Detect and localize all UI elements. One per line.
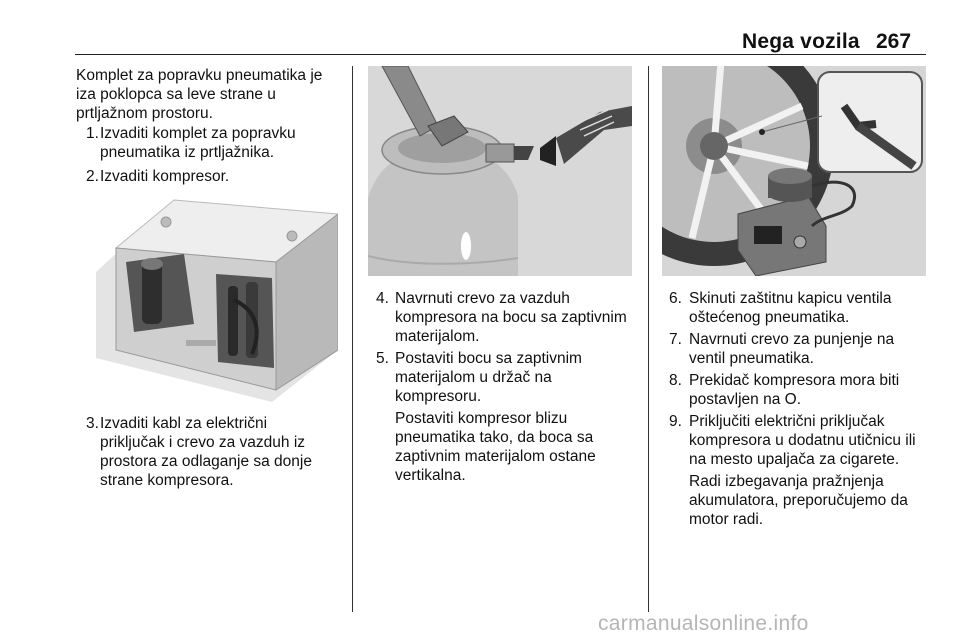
step-9-note — [689, 472, 931, 529]
hose-bottle-figure — [368, 66, 632, 276]
tyre-valve-figure — [662, 66, 926, 276]
step-line: Skinuti zaštitnu kapicu ventila — [689, 290, 892, 307]
step-line: Navrnuti crevo za vazduh — [395, 290, 570, 307]
step-number: 7. — [669, 331, 682, 348]
step-number: 2. — [86, 168, 99, 185]
step-line: priključak i crevo za vazduh iz — [100, 434, 306, 451]
section-title: Nega vozila — [742, 30, 860, 53]
step-line: pneumatika iz prtljažnika. — [100, 144, 275, 161]
step-line: na mesto upaljača za cigarete. — [689, 451, 900, 468]
note-line: Radi izbegavanja pražnjenja — [689, 473, 884, 490]
step-number: 8. — [669, 372, 682, 389]
note-line: zaptivnim materijalom ostane — [395, 448, 596, 465]
step-number: 3. — [86, 415, 99, 432]
step-line: prostora za odlaganje sa donje — [100, 453, 312, 470]
step-number: 1. — [86, 125, 99, 142]
watermark: carmanualsonline.info — [598, 612, 809, 635]
column-divider-1 — [352, 66, 353, 612]
step-line: kompresora u dodatnu utičnicu ili — [689, 432, 916, 449]
step-number: 4. — [376, 290, 389, 307]
step-line: Priključiti električni priključak — [689, 413, 885, 430]
step-number: 5. — [376, 350, 389, 367]
note-line: pneumatika tako, da boca sa — [395, 429, 594, 446]
step-line: kompresoru. — [395, 388, 482, 405]
note-line: akumulatora, preporučujemo da — [689, 492, 908, 509]
column-1 — [76, 66, 348, 123]
step-line: kompresora na bocu sa zaptivnim — [395, 309, 627, 326]
page-number: 267 — [876, 30, 912, 53]
note-line: motor radi. — [689, 511, 764, 528]
step-line: Izvaditi kompresor. — [100, 168, 230, 185]
step-line: materijalom. — [395, 328, 480, 345]
step-line: oštećenog pneumatika. — [689, 309, 850, 326]
column-divider-2 — [648, 66, 649, 612]
step-line: Izvaditi kabl za električni — [100, 415, 268, 432]
step-number: 6. — [669, 290, 682, 307]
step-line: postavljen na O. — [689, 391, 802, 408]
step-number: 9. — [669, 413, 682, 430]
header-divider — [75, 54, 926, 55]
step-line: Prekidač kompresora mora biti — [689, 372, 900, 389]
step-5-note — [395, 409, 638, 485]
step-line: ventil pneumatika. — [689, 350, 814, 367]
step-line: Izvaditi komplet za popravku — [100, 125, 296, 142]
note-line: Postaviti kompresor blizu — [395, 410, 568, 427]
compressor-storage-figure — [76, 190, 338, 402]
step-line: materijalom u držač na — [395, 369, 552, 386]
intro-line: iza poklopca sa leve strane u — [76, 86, 276, 103]
step-line: strane kompresora. — [100, 472, 234, 489]
note-line: vertikalna. — [395, 467, 466, 484]
step-line: Postaviti bocu sa zaptivnim — [395, 350, 582, 367]
step-line: Navrnuti crevo za punjenje na — [689, 331, 895, 348]
intro-line: Komplet za popravku pneumatika je — [76, 67, 323, 84]
intro-line: prtljažnom prostoru. — [76, 105, 213, 122]
